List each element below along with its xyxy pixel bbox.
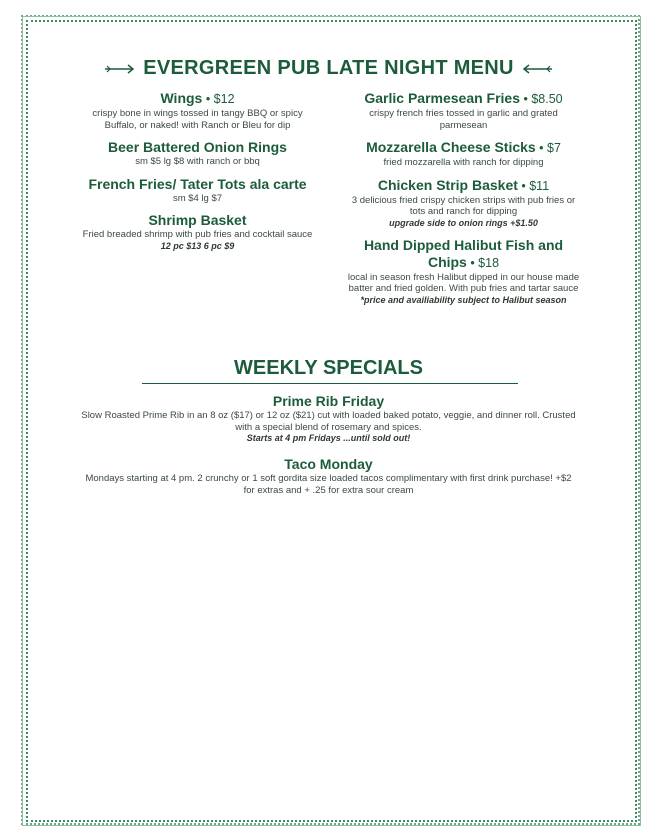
weekly-specials-heading: WEEKLY SPECIALS [234,357,423,379]
item-description: 3 delicious fried crispy chicken strips with pub fries or tots and ranch for dipping [351,194,576,217]
item-price: • $7 [535,141,561,155]
arrow-left-icon [522,64,552,74]
item-description: sm $4 lg $7 [172,192,223,204]
item-name: Beer Battered Onion Rings [108,139,287,155]
arrow-right-icon [105,64,135,74]
item-note: upgrade side to onion rings +$1.50 [389,217,538,228]
item-note: *price and availiability subject to Halibut season [360,294,567,305]
item-name: French Fries/ Tater Tots ala carte [88,175,307,192]
special-name: Prime Rib Friday [272,393,385,409]
item-note: 12 pc $13 6 pc $9 [160,240,235,251]
menu-title-text: EVERGREEN PUB LATE NIGHT MENU [143,57,514,79]
special-description: Slow Roasted Prime Rib in an 8 oz ($17) or 12 oz ($21) cut with loaded baked potato, veggie, and dinner roll. Crusted with a special blend of rosemary and spices. [81,410,576,433]
item-description: crispy french fries tossed in garlic and grated parmesean [369,108,558,131]
item-name: Mozzarella Cheese Sticks [366,139,536,155]
item-name: Garlic Parmesean Fries [364,90,521,106]
item-description: crispy bone in wings tossed in tangy BBQ or spicy Buffalo, or naked! with Ranch or Bleu for dip [92,108,303,131]
menu-item [346,177,581,229]
menu-item [80,139,315,168]
special-description: Mondays starting at 4 pm. 2 crunchy or 1 soft gordita size loaded tacos complimentary with first drink purchase! +$2 for extras and + .25 for extra sour cream [85,473,572,496]
item-description: Fried breaded shrimp with pub fries and cocktail sauce [82,229,313,240]
special-name: Taco Monday [284,456,373,472]
item-price: • $11 [517,178,550,193]
special-note: Starts at 4 pm Fridays ...until sold out! [246,433,411,443]
item-description: local in season fresh Halibut dipped in our house made batter and fried golden. With pub fries and tartar sauce [347,271,580,294]
item-price: • $12 [202,92,235,106]
special-item [80,393,577,444]
item-name: Hand Dipped Halibut Fish and Chips [363,236,564,270]
menu-title [0,57,657,80]
item-name: Wings [160,90,203,106]
item-name: Chicken Strip Basket [377,176,518,193]
item-name: Shrimp Basket [148,212,247,228]
menu-item [80,176,315,205]
menu-item [346,90,581,131]
divider [142,383,518,384]
menu-item [80,90,315,131]
item-description: sm $5 lg $8 with ranch or bbq [135,156,260,167]
item-price: • $8.50 [520,92,563,106]
left-column [80,90,315,260]
item-price: • $18 [466,255,500,270]
menu-item [346,139,581,169]
special-item [80,456,577,496]
right-column [346,90,581,314]
menu-item [80,212,315,252]
menu-item [346,237,581,306]
item-description: fried mozzarella with ranch for dipping [383,157,544,168]
